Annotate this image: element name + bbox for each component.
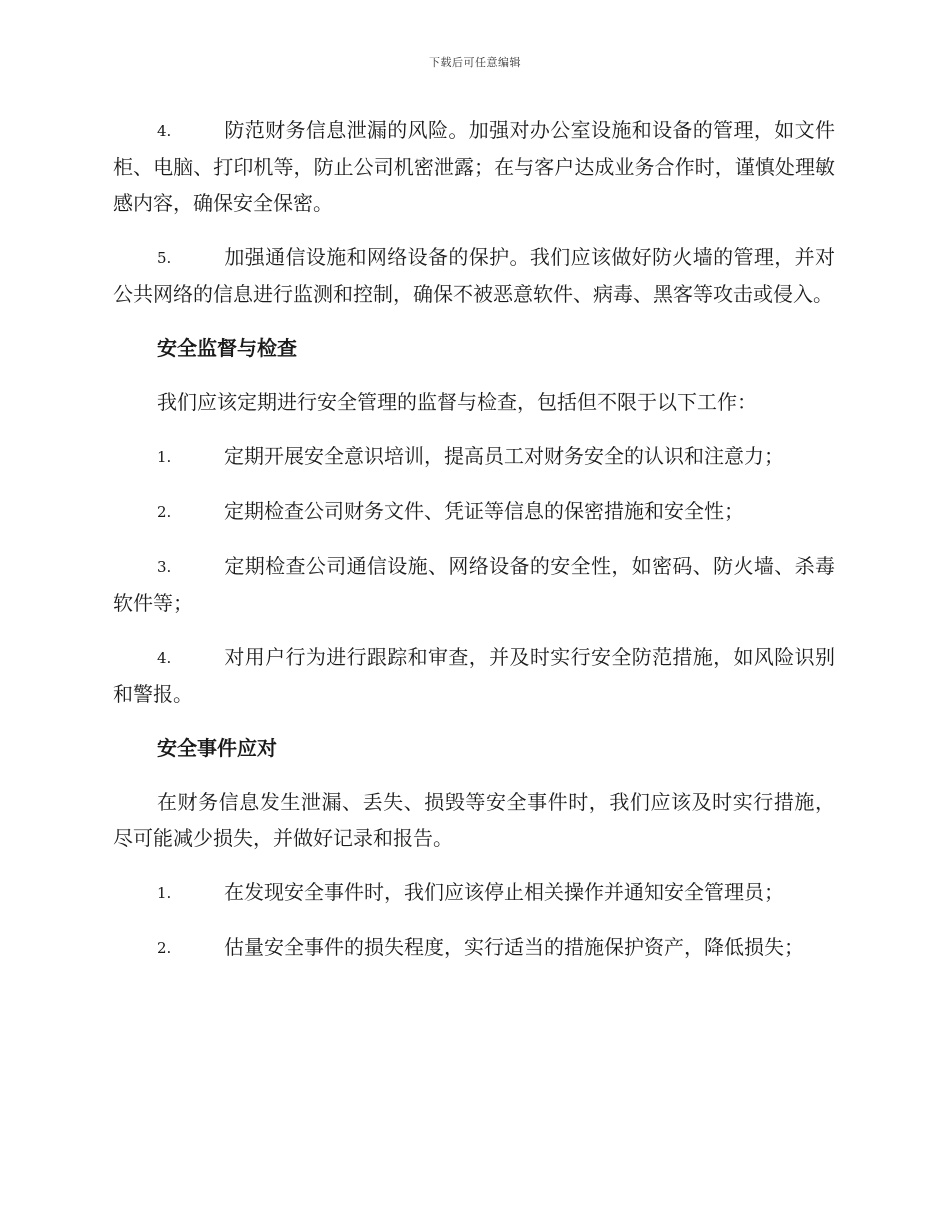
list-item-text: 估量安全事件的损失程度，实行适当的措施保护资产，降低损失； (224, 935, 804, 959)
section-intro: 在财务信息发生泄漏、丢失、损毁等安全事件时，我们应该及时实行措施，尽可能减少损失，并做好记录和报告。 (113, 790, 835, 850)
list-item (113, 639, 835, 712)
list-item-text: 在发现安全事件时，我们应该停止相关操作并通知安全管理员； (224, 880, 784, 904)
section-heading-incident-response: 安全事件应对 (157, 736, 277, 760)
list-number: 5. (157, 249, 172, 267)
list-item (113, 874, 835, 911)
list-number: 4. (157, 122, 172, 140)
list-number: 4. (157, 649, 172, 667)
list-item (113, 493, 835, 530)
list-item (113, 112, 835, 221)
page-header: 下载后可任意编辑 (429, 56, 521, 69)
list-number: 1. (157, 448, 172, 466)
list-item-text: 定期检查公司财务文件、凭证等信息的保密措施和安全性； (224, 499, 744, 523)
list-number: 3. (157, 558, 172, 576)
section-heading-supervision: 安全监督与检查 (157, 336, 297, 360)
list-item (113, 438, 835, 475)
list-number: 2. (157, 503, 172, 521)
list-item-text: 防范财务信息泄漏的风险。加强对办公室设施和设备的管理，如文件柜、电脑、打印机等，防止公司机密泄露；在与客户达成业务合作时，谨慎处理敏感内容，确保安全保密。 (113, 118, 835, 215)
section-intro: 我们应该定期进行安全管理的监督与检查，包括但不限于以下工作： (157, 390, 757, 414)
list-item (113, 929, 835, 966)
list-item (113, 239, 835, 312)
list-number: 2. (157, 939, 172, 957)
document-body (113, 112, 835, 984)
list-item-text: 定期检查公司通信设施、网络设备的安全性，如密码、防火墙、杀毒软件等； (113, 554, 835, 615)
list-item-text: 定期开展安全意识培训，提高员工对财务安全的认识和注意力； (224, 444, 784, 468)
list-number: 1. (157, 884, 172, 902)
list-item-text: 对用户行为进行跟踪和审查，并及时实行安全防范措施，如风险识别和警报。 (113, 645, 835, 706)
list-item-text: 加强通信设施和网络设备的保护。我们应该做好防火墙的管理，并对公共网络的信息进行监测和控制，确保不被恶意软件、病毒、黑客等攻击或侵入。 (113, 245, 835, 306)
list-item (113, 548, 835, 621)
